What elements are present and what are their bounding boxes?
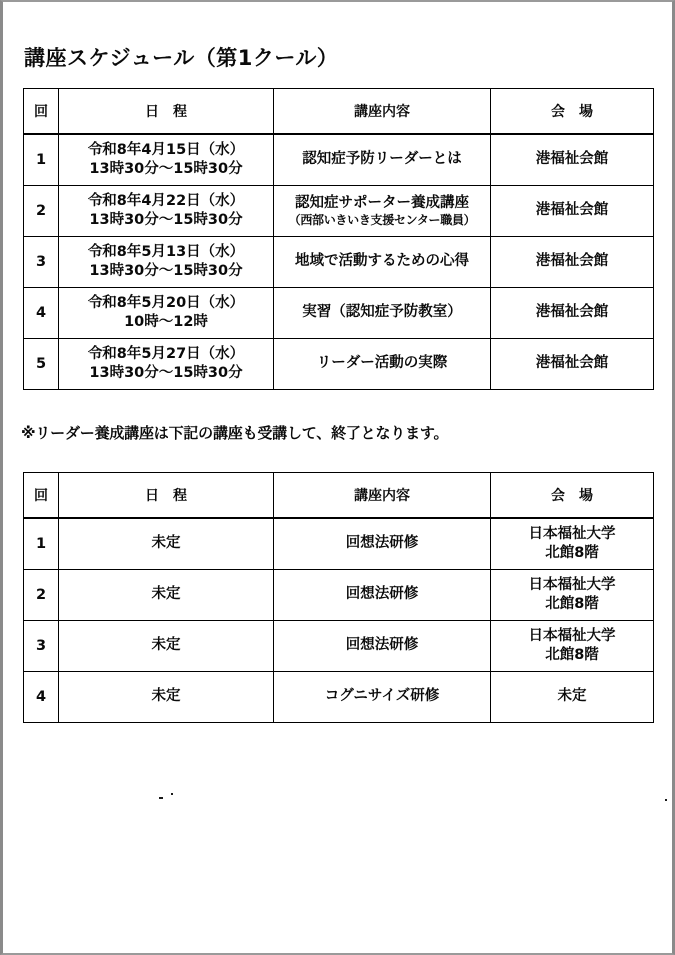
cell-venue: [491, 570, 654, 621]
cell-topic-line1: 回想法研修: [345, 535, 419, 552]
scan-artifact: [665, 799, 667, 801]
cell-session-no: 2: [24, 186, 59, 237]
table-row: [24, 186, 654, 237]
cell-venue-line1: 港福祉会館: [535, 355, 609, 372]
cell-venue-line2: 北館8階: [545, 545, 599, 561]
cell-date-line2: 10時～12時: [124, 314, 208, 330]
cell-date: [59, 621, 274, 672]
cell-venue-line1: 港福祉会館: [535, 253, 609, 270]
scan-artifact: [171, 793, 173, 795]
cell-venue: [491, 288, 654, 339]
cell-venue: [491, 621, 654, 672]
cell-date: [59, 339, 274, 390]
cell-venue-line1: 港福祉会館: [535, 304, 609, 321]
cell-topic: [274, 570, 491, 621]
cell-date-line1: 令和8年5月13日（水）: [87, 244, 245, 261]
cell-topic: [274, 134, 491, 186]
cell-venue-line1: 港福祉会館: [535, 202, 609, 219]
cell-topic: [274, 339, 491, 390]
cell-date: [59, 186, 274, 237]
table-header-row: [24, 89, 654, 135]
page-title: 講座スケジュール（第1クール）: [24, 46, 339, 70]
column-header-session-no: 回: [24, 89, 59, 135]
cell-date-line1: 未定: [151, 637, 181, 654]
column-header-date: 日 程: [59, 473, 274, 519]
cell-venue: [491, 134, 654, 186]
cell-date-line1: 令和8年5月27日（水）: [87, 346, 245, 363]
cell-venue-line1: 日本福祉大学: [528, 577, 616, 594]
cell-date: [59, 288, 274, 339]
table-row: [24, 237, 654, 288]
cell-session-no: 3: [24, 237, 59, 288]
cell-topic: [274, 237, 491, 288]
cell-topic: [274, 672, 491, 723]
cell-session-no: 5: [24, 339, 59, 390]
cell-topic-line1: コグニサイズ研修: [324, 688, 440, 705]
cell-date: [59, 672, 274, 723]
cell-topic-line1: リーダー活動の実際: [316, 355, 448, 372]
column-header-venue: 会 場: [491, 89, 654, 135]
cell-date: [59, 518, 274, 570]
table-body: [24, 134, 654, 390]
table-row: [24, 570, 654, 621]
cell-session-no: 2: [24, 570, 59, 621]
table-header-row: [24, 473, 654, 519]
cell-session-no: 4: [24, 672, 59, 723]
table-row: [24, 288, 654, 339]
cell-venue-line2: 北館8階: [545, 647, 599, 663]
cell-date-line1: 未定: [151, 586, 181, 603]
table-body: [24, 518, 654, 723]
cell-date-line1: 令和8年4月22日（水）: [87, 193, 245, 210]
schedule-table-additional-courses: [23, 472, 654, 723]
cell-session-no: 1: [24, 134, 59, 186]
cell-topic: [274, 518, 491, 570]
additional-courses-note: ※リーダー養成講座は下記の講座も受講して、終了となります。: [21, 424, 449, 442]
cell-venue: [491, 186, 654, 237]
cell-date-line1: 令和8年5月20日（水）: [87, 295, 245, 312]
cell-date-line1: 未定: [151, 535, 181, 552]
column-header-venue: 会 場: [491, 473, 654, 519]
cell-topic-line2: （西部いきいき支援センター職員）: [288, 212, 476, 227]
cell-venue-line1: 港福祉会館: [535, 151, 609, 168]
cell-venue: [491, 518, 654, 570]
cell-topic-line1: 回想法研修: [345, 637, 419, 654]
cell-topic: [274, 621, 491, 672]
column-header-session-no: 回: [24, 473, 59, 519]
cell-venue-line1: 日本福祉大学: [528, 628, 616, 645]
cell-venue: [491, 672, 654, 723]
cell-topic: [274, 186, 491, 237]
cell-date-line1: 令和8年4月15日（水）: [87, 142, 245, 159]
table-row: [24, 134, 654, 186]
cell-session-no: 1: [24, 518, 59, 570]
table-row: [24, 339, 654, 390]
cell-date: [59, 570, 274, 621]
cell-date-line2: 13時30分～15時30分: [89, 212, 243, 228]
cell-date: [59, 237, 274, 288]
cell-session-no: 4: [24, 288, 59, 339]
cell-topic-line1: 回想法研修: [345, 586, 419, 603]
cell-date-line2: 13時30分～15時30分: [89, 161, 243, 177]
column-header-topic: 講座内容: [274, 473, 491, 519]
column-header-topic: 講座内容: [274, 89, 491, 135]
cell-venue-line1: 未定: [557, 688, 587, 705]
schedule-table-first-course: [23, 88, 654, 390]
scan-artifact: [159, 797, 163, 799]
cell-date: [59, 134, 274, 186]
cell-topic-line1: 認知症サポーター養成講座: [295, 195, 469, 212]
column-header-date: 日 程: [59, 89, 274, 135]
cell-venue-line2: 北館8階: [545, 596, 599, 612]
cell-venue: [491, 339, 654, 390]
cell-date-line2: 13時30分～15時30分: [89, 365, 243, 381]
cell-session-no: 3: [24, 621, 59, 672]
cell-date-line2: 13時30分～15時30分: [89, 263, 243, 279]
cell-topic-line1: 地域で活動するための心得: [295, 253, 469, 270]
cell-topic-line1: 実習（認知症予防教室）: [302, 304, 462, 321]
cell-venue-line1: 日本福祉大学: [528, 526, 616, 543]
table-row: [24, 621, 654, 672]
cell-topic: [274, 288, 491, 339]
cell-date-line1: 未定: [151, 688, 181, 705]
table-row: [24, 518, 654, 570]
cell-venue: [491, 237, 654, 288]
cell-topic-line1: 認知症予防リーダーとは: [302, 151, 462, 168]
table-row: [24, 672, 654, 723]
